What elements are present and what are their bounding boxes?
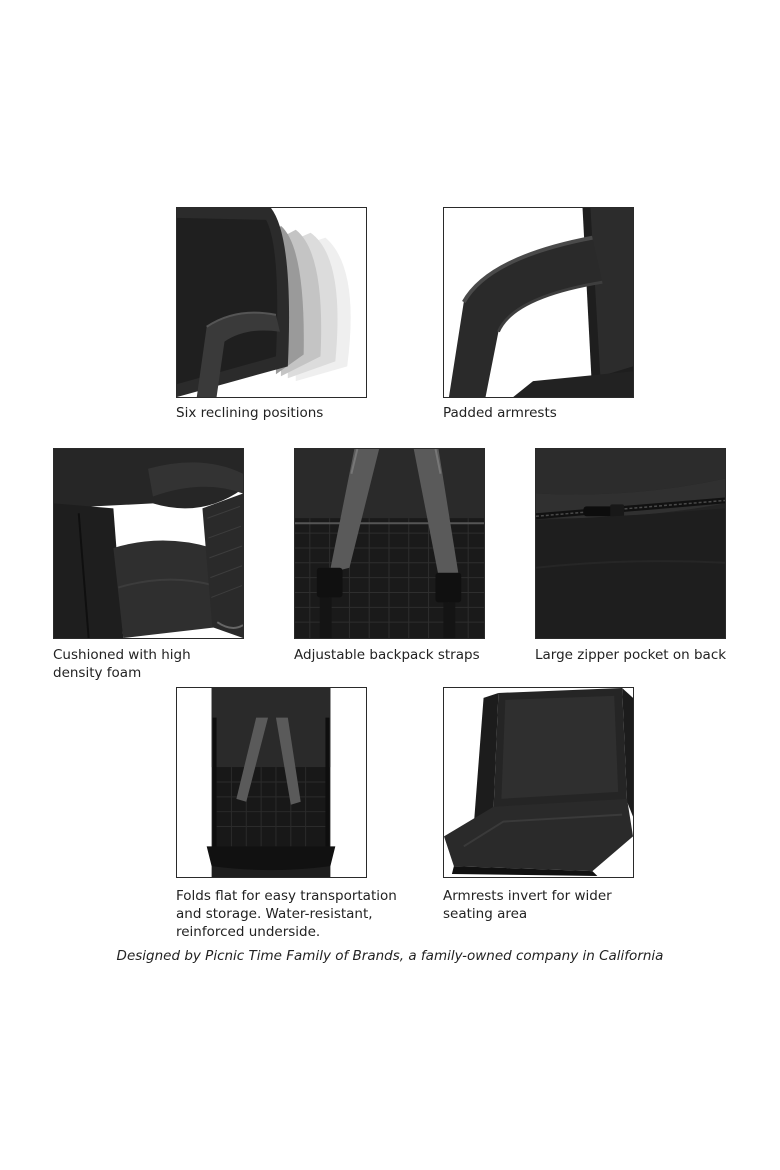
backpack-straps-illustration bbox=[295, 449, 484, 638]
reclining-seat-illustration bbox=[177, 208, 366, 397]
feature-caption: Armrests invert for wider seating area bbox=[443, 888, 612, 922]
folded-seat-illustration bbox=[177, 688, 366, 877]
padded-armrest-icon bbox=[443, 207, 634, 398]
zipper-pocket-icon bbox=[535, 448, 726, 639]
inverted-armrests-icon bbox=[443, 687, 634, 878]
feature-caption: Folds flat for easy transportation and storage. Water-resistant, reinforced underside. bbox=[176, 888, 397, 940]
feature-caption: Six reclining positions bbox=[176, 405, 324, 421]
zipper-pocket-illustration bbox=[536, 449, 725, 638]
padded-armrest-illustration bbox=[444, 208, 633, 397]
backpack-straps-icon bbox=[294, 448, 485, 639]
footer-brand-statement: Designed by Picnic Time Family of Brands, a family-owned company in California bbox=[116, 948, 664, 964]
cushioned-seat-illustration bbox=[54, 449, 243, 638]
folded-seat-icon bbox=[176, 687, 367, 878]
inverted-armrests-illustration bbox=[444, 688, 633, 877]
feature-caption: Large zipper pocket on back bbox=[535, 647, 727, 663]
cushioned-seat-icon bbox=[53, 448, 244, 639]
reclining-seat-icon bbox=[176, 207, 367, 398]
feature-caption: Cushioned with high density foam bbox=[53, 647, 191, 681]
feature-caption: Adjustable backpack straps bbox=[294, 647, 480, 663]
feature-caption: Padded armrests bbox=[443, 405, 557, 421]
